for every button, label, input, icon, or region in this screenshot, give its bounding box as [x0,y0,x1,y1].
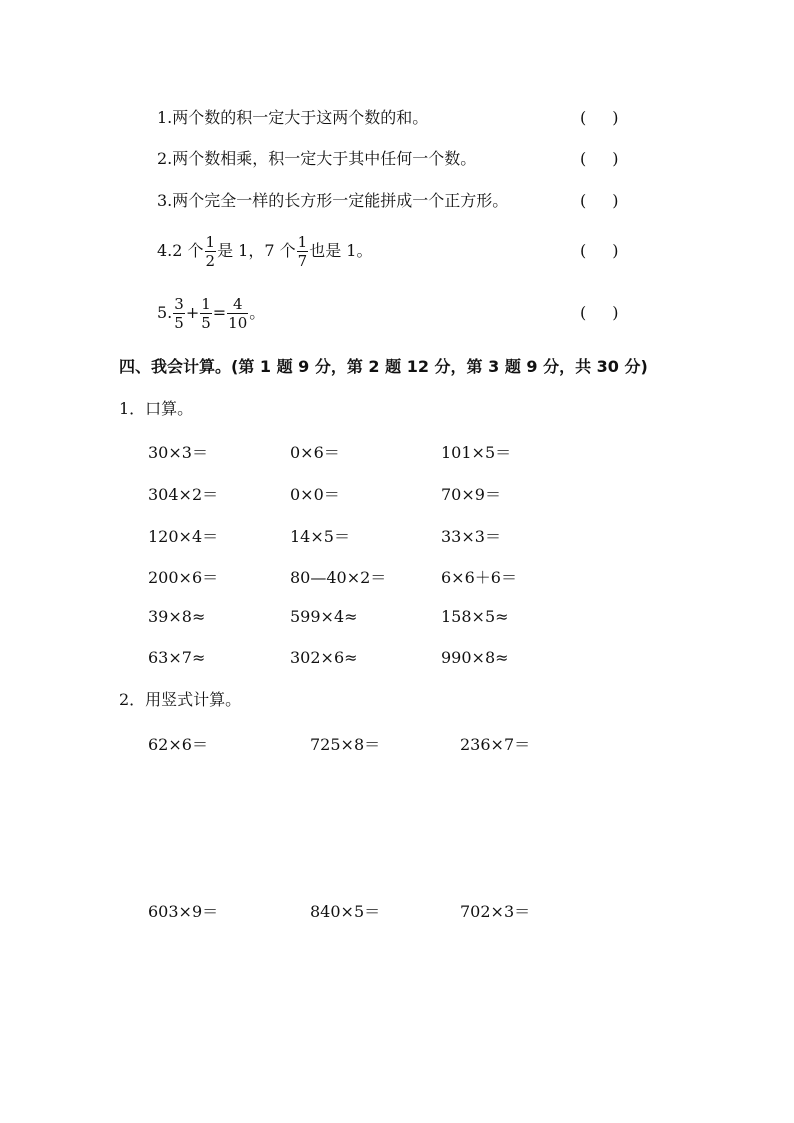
answer-parentheses-5[interactable]: ( ) [580,303,619,322]
judge-item-2 [157,149,476,169]
oral-problem: 120×4＝ [148,527,219,546]
oral-problem: 0×6＝ [290,443,340,462]
vertical-problem: 603×9＝ [148,902,219,921]
answer-parentheses-1[interactable]: ( ) [580,108,619,127]
oral-problem: 80—40×2＝ [290,568,387,587]
oral-calc-heading: 1．口算。 [119,399,194,418]
fraction-one-half: $\frac{1}{2}$ [205,233,216,270]
oral-problem: 14×5＝ [290,527,350,546]
judge-item-3 [157,191,508,211]
judge-item-4: 4.2 个 $\frac{1}{2}$ 是 1，7 个 $\frac{1}{7}$ 也是 1。 [157,233,373,270]
oral-problem: 990×8≈ [441,648,509,667]
judge-item-3-text: 3.两个完全一样的长方形一定能拼成一个正方形。 [157,191,509,210]
judge-item-5: 5. $\frac{3}{5}$ + $\frac{1}{5}$ = $\frac{4}{10}$ 。 [157,295,266,332]
vertical-problem: 236×7＝ [460,735,531,754]
answer-parentheses-3[interactable]: ( ) [580,191,619,210]
oral-problem: 304×2＝ [148,485,219,504]
oral-problem: 0×0＝ [290,485,340,504]
oral-problem: 6×6＋6＝ [441,568,517,587]
judge-item-1 [157,108,428,128]
oral-problem: 63×7≈ [148,648,206,667]
judge-item-2-text: 2.两个数相乘，积一定大于其中任何一个数。 [157,149,477,168]
vertical-problem: 840×5＝ [310,902,381,921]
oral-problem: 39×8≈ [148,607,206,626]
vertical-problem: 725×8＝ [310,735,381,754]
oral-problem: 599×4≈ [290,607,358,626]
oral-problem: 158×5≈ [441,607,509,626]
section-four-title: 四、我会计算。(第 1 题 9 分，第 2 题 12 分，第 3 题 9 分，共 30 分) [119,357,648,376]
oral-problem: 33×3＝ [441,527,501,546]
answer-parentheses-4[interactable]: ( ) [580,241,619,260]
fraction-one-seventh: $\frac{1}{7}$ [297,233,308,270]
vertical-problem: 62×6＝ [148,735,208,754]
fraction-four-tenths: $\frac{4}{10}$ [228,295,248,332]
fraction-three-fifths: $\frac{3}{5}$ [174,295,184,332]
oral-problem: 302×6≈ [290,648,358,667]
answer-parentheses-2[interactable]: ( ) [580,149,619,168]
oral-problem: 200×6＝ [148,568,219,587]
oral-problem: 101×5＝ [441,443,512,462]
fraction-one-fifth: $\frac{1}{5}$ [201,295,211,332]
vertical-problem: 702×3＝ [460,902,531,921]
oral-problem: 70×9＝ [441,485,501,504]
judge-item-1-text: 1.两个数的积一定大于这两个数的和。 [157,108,429,127]
vertical-calc-heading: 2．用竖式计算。 [119,690,242,709]
oral-problem: 30×3＝ [148,443,208,462]
